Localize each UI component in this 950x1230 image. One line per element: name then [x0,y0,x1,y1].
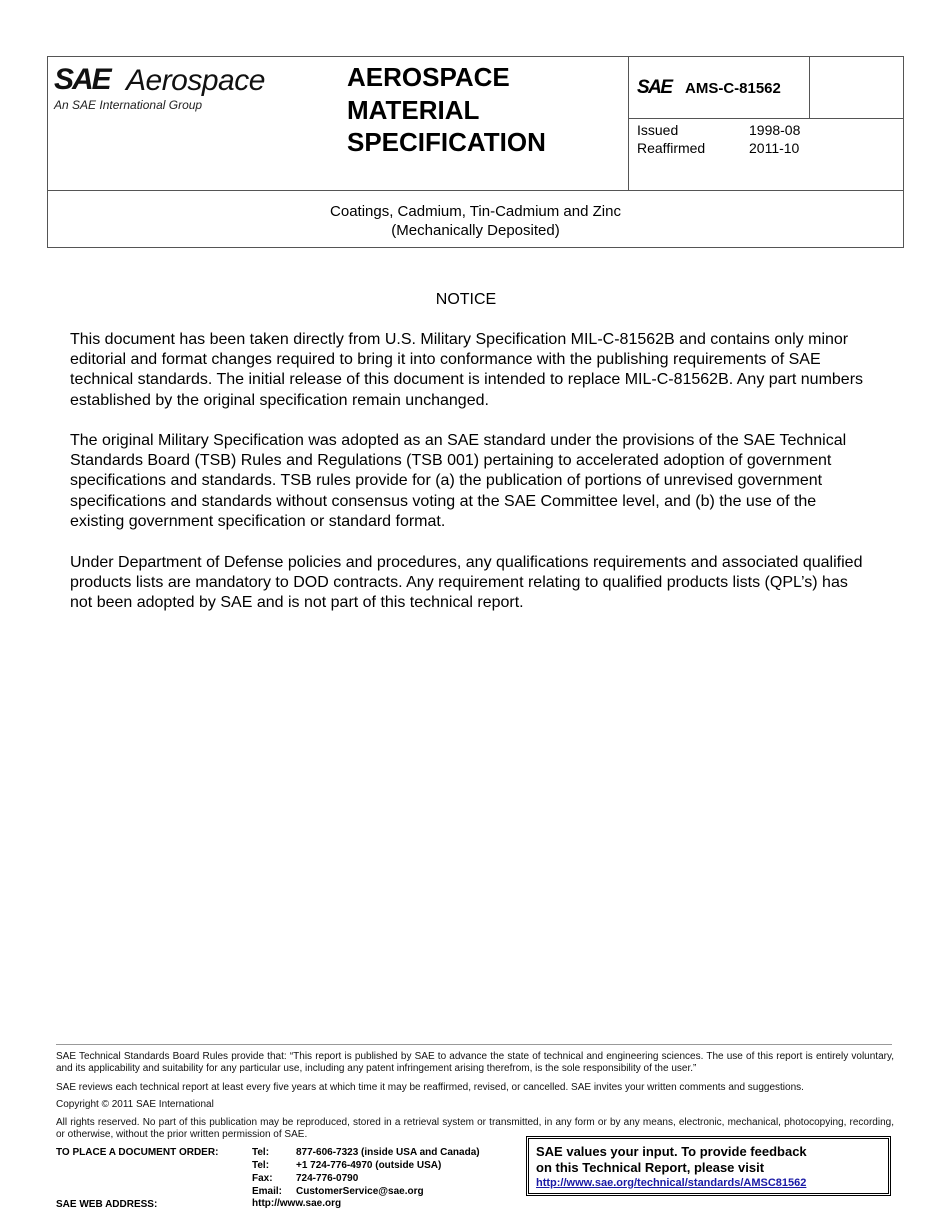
reaffirmed-label: Reaffirmed [637,140,706,156]
document-number: AMS-C-81562 [685,80,781,97]
feedback-box [526,1136,891,1196]
notice-heading: NOTICE [435,291,497,308]
rights-text: All rights reserved. No part of this publication may be reproduced, stored in a retrieval system or transmitted, in any form or by any means, electronic, mechanical, photocopying, recording, or otherwise, without the prior written permission of SAE. [56,1117,894,1140]
feedback-text [536,1144,881,1176]
logo-brand: SAE [54,63,110,96]
contact-type: Tel: [252,1147,270,1158]
footer-divider [56,1044,892,1045]
divider [809,57,810,118]
sae-mark-logo: SAE [637,77,672,98]
spec-title-line: MATERIAL [347,94,480,125]
notice-paragraph: Under Department of Defense policies and procedures, any qualifications requirements and associated qualified products lists are mandatory to DOD contracts. Any requirement relating to qualified products lists (QPL’s) has not been adopted by SAE and is not part of this technical report. [70,554,863,612]
divider [48,190,903,191]
contact-type: Tel: [252,1160,270,1171]
contact-type: Fax: [252,1173,273,1184]
contact-list [252,1146,480,1198]
web-address-link[interactable]: http://www.sae.org [252,1198,342,1209]
copyright-text: Copyright © 2011 SAE International [56,1099,214,1110]
contact-type: Email: [252,1186,283,1197]
logo-name: Aerospace [126,64,265,97]
sae-aerospace-logo [54,61,304,117]
spec-title-line: AEROSPACE [347,62,510,92]
email-link[interactable]: CustomerService@sae.org [296,1186,424,1197]
feedback-link[interactable]: http://www.sae.org/technical/standards/AMSC81562 [536,1177,807,1189]
header-box [47,56,904,248]
subject-line: Coatings, Cadmium, Tin-Cadmium and Zinc [330,203,621,220]
spec-title [347,61,617,159]
divider [628,118,903,119]
contact-value: 724-776-0790 [296,1173,359,1184]
notice-paragraph: The original Military Specification was adopted as an SAE standard under the provisions of the SAE Technical Standards Board (TSB) Rules and Regulations (TSB 001) pertaining to accelerated adoption of government specifications and standards. TSB rules provide for (a) the publication of portions of unrevised government specifications and standards without consensus voting at the SAE Committee level, and (b) the use of the existing government specification or standard format. [70,432,847,530]
contact-value: 877-606-7323 (inside USA and Canada) [296,1147,480,1158]
contact-value: +1 724-776-4970 (outside USA) [296,1160,442,1171]
contact-row [252,1185,480,1198]
document-subject [48,202,903,240]
logo-tagline: An SAE International Group [54,98,203,112]
web-address-label: SAE WEB ADDRESS: [56,1199,158,1210]
notice-paragraph: This document has been taken directly from U.S. Military Specification MIL-C-81562B and contains only minor editorial and format changes required to bring it into conformance with the publishing requirements of SAE technical standards. The initial release of this document is intended to replace MIL-C-81562B. Any part numbers established by the original specification remain unchanged. [70,331,864,409]
issue-info [637,121,800,157]
contact-row [252,1146,480,1159]
issued-row [637,121,800,139]
reaffirmed-value: 2011-10 [749,140,800,156]
order-label: TO PLACE A DOCUMENT ORDER: [56,1147,219,1158]
feedback-line: SAE values your input. To provide feedback [536,1144,807,1159]
feedback-line: on this Technical Report, please visit [536,1160,765,1175]
subject-line: (Mechanically Deposited) [391,222,560,239]
contact-row [252,1172,480,1185]
tsb-rules-text: SAE Technical Standards Board Rules provide that: “This report is published by SAE to advance the state of technical and engineering sciences. The use of this report is entirely voluntary, and its applicability and suitability for any particular use, including any patent infringement arising therefrom, is the sole responsibility of the user.” [56,1051,894,1074]
contact-row [252,1159,480,1172]
spec-title-line: SPECIFICATION [347,127,546,157]
reaffirmed-row [637,139,800,157]
issued-label: Issued [637,122,679,138]
review-text: SAE reviews each technical report at least every five years at which time it may be reaffirmed, revised, or cancelled. SAE invites your written comments and suggestions. [56,1082,804,1093]
divider [628,57,629,190]
issued-value: 1998-08 [749,122,801,138]
